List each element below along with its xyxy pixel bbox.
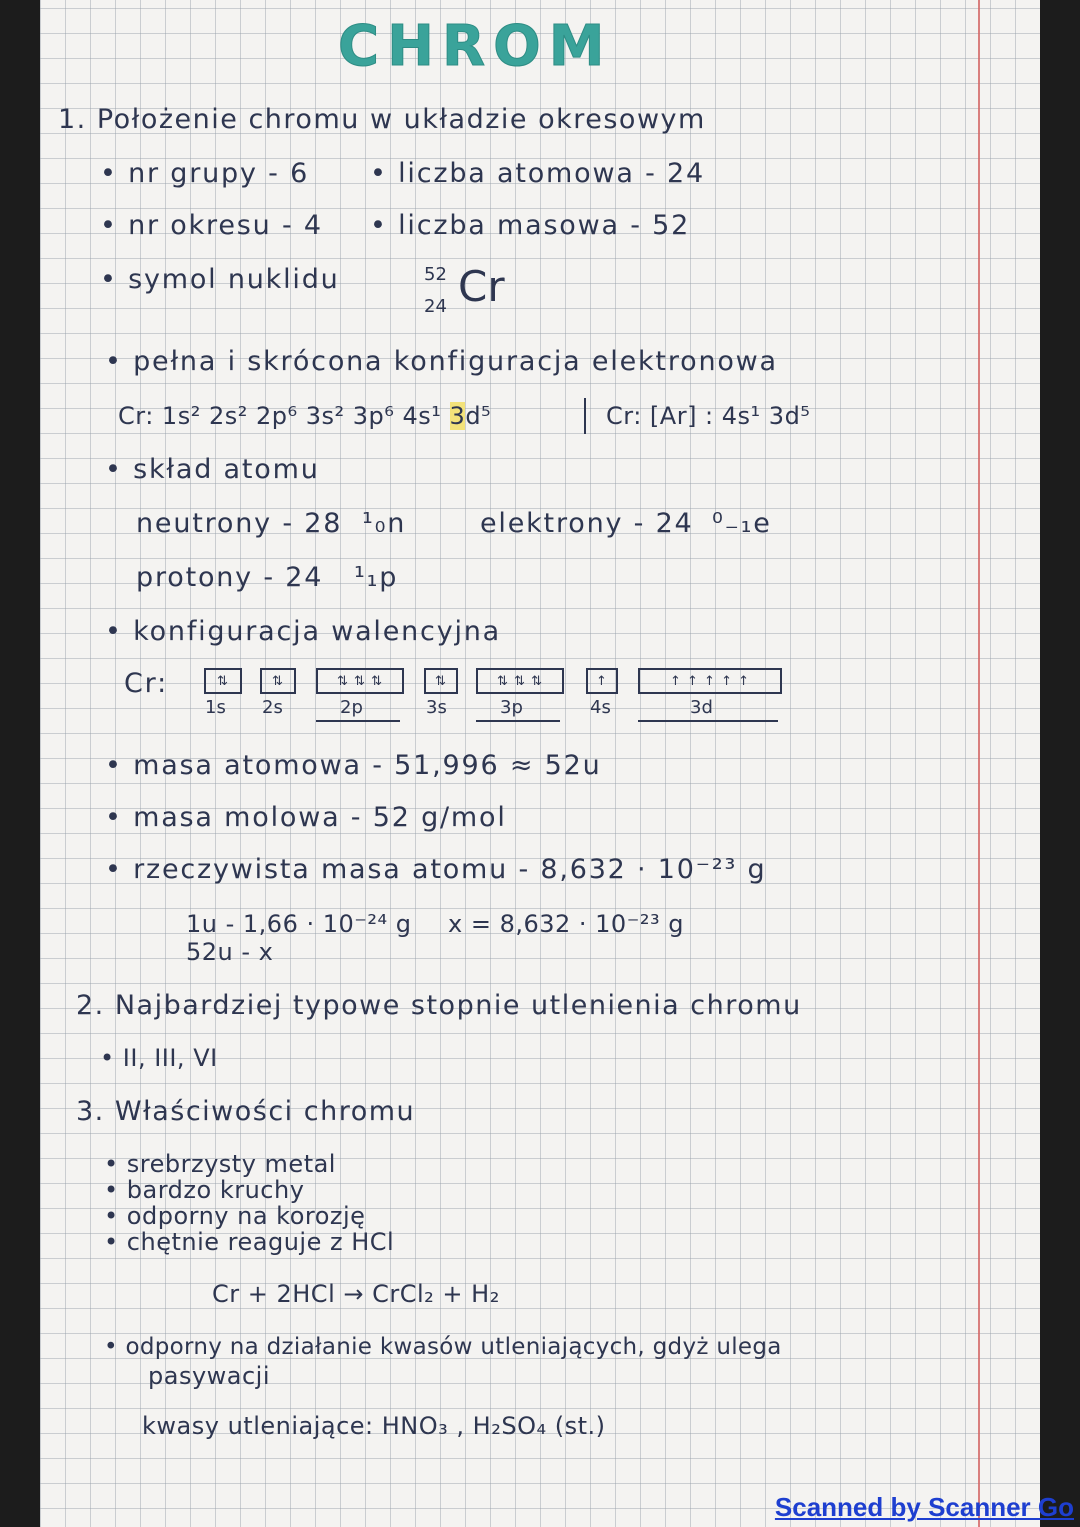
real-atom-mass: • rzeczywista masa atomu - 8,632 · 10⁻²³ g [105,854,767,885]
orbital-label-1s: 1s [205,697,226,718]
molar-mass: • masa molowa - 52 g/mol [105,802,507,833]
nuclide-mass: 52 [424,264,447,285]
composition-label: • skład atomu [105,454,320,485]
nuclide-z: 24 [424,296,447,317]
nuclide-symbol: Cr [458,262,505,311]
scanner-watermark: Scanned by Scanner Go [774,1492,1074,1522]
config-full-start: Cr: 1s² 2s² 2p⁶ 3s² 3p⁶ 4s¹ [118,402,450,430]
calc-result: x = 8,632 · 10⁻²³ g [448,910,684,938]
config-label: • pełna i skrócona konfiguracja elektronowa [105,346,778,377]
atomic-number: • liczba atomowa - 24 [370,158,705,189]
orbital-underline-2p [316,720,400,722]
orbital-label-2p: 2p [340,697,363,718]
orbital-box-3d: ↑ ↑ ↑ ↑ ↑ [638,668,782,694]
proton-symbol: ¹₁p [354,562,399,593]
config-short: Cr: [Ar] : 4s¹ 3d⁵ [606,402,811,430]
electron-symbol: ⁰₋₁e [712,508,772,539]
oxidation-states: • II, III, VI [100,1044,218,1072]
orbital-box-3p: ⇅ ⇅ ⇅ [476,668,564,694]
orbital-underline-3p [476,720,560,722]
orbital-underline-3d [638,720,778,722]
group-number: • nr grupy - 6 [100,158,310,189]
period-number: • nr okresu - 4 [100,210,323,241]
property-item: • bardzo kruchy [104,1176,305,1204]
orbital-box-2p: ⇅ ⇅ ⇅ [316,668,404,694]
neutron-symbol: ¹₀n [362,508,407,539]
config-full-end: d⁵ [465,402,492,430]
config-full-highlight: 3 [449,402,466,430]
orbital-box-2s: ⇅ [260,668,296,694]
property-item: • chętnie reaguje z HCl [104,1228,395,1256]
atomic-mass: • masa atomowa - 51,996 ≈ 52u [105,750,602,781]
oxidizing-acids: kwasy utleniające: HNO₃ , H₂SO₄ (st.) [142,1412,606,1440]
property-item: • srebrzysty metal [104,1150,336,1178]
orbital-label-3d: 3d [690,697,713,718]
section-1-heading: 1. Położenie chromu w układzie okresowym [58,104,706,135]
orbital-label-3s: 3s [426,697,447,718]
page-title: CHROM [338,14,613,79]
orbital-label-3p: 3p [500,697,523,718]
passivation-text-2: pasywacji [148,1362,271,1390]
passivation-text: • odporny na działanie kwasów utleniających, gdyż ulega [104,1334,782,1360]
mass-number: • liczba masowa - 52 [370,210,691,241]
section-3-heading: 3. Właściwości chromu [76,1096,416,1127]
electrons: elektrony - 24 [480,508,694,539]
nuclide-label: • symol nuklidu [100,264,340,295]
calc-line-2: 52u - x [186,938,274,966]
property-item: • odporny na korozję [104,1202,366,1230]
config-full [118,402,491,430]
orbital-box-3s: ⇅ [424,668,458,694]
valence-label: • konfiguracja walencyjna [105,616,502,647]
section-2-heading: 2. Najbardziej typowe stopnie utlenienia chromu [76,990,802,1021]
margin-line [978,0,980,1527]
orbital-label-4s: 4s [590,697,611,718]
neutrons: neutrony - 28 [136,508,343,539]
valence-prefix: Cr: [124,668,168,699]
reaction-equation: Cr + 2HCl → CrCl₂ + H₂ [212,1280,500,1308]
orbital-label-2s: 2s [262,697,283,718]
calc-line-1: 1u - 1,66 · 10⁻²⁴ g [186,910,412,938]
orbital-box-1s: ⇅ [204,668,242,694]
orbital-box-4s: ↑ [586,668,618,694]
protons: protony - 24 [136,562,324,593]
config-divider [584,398,586,434]
